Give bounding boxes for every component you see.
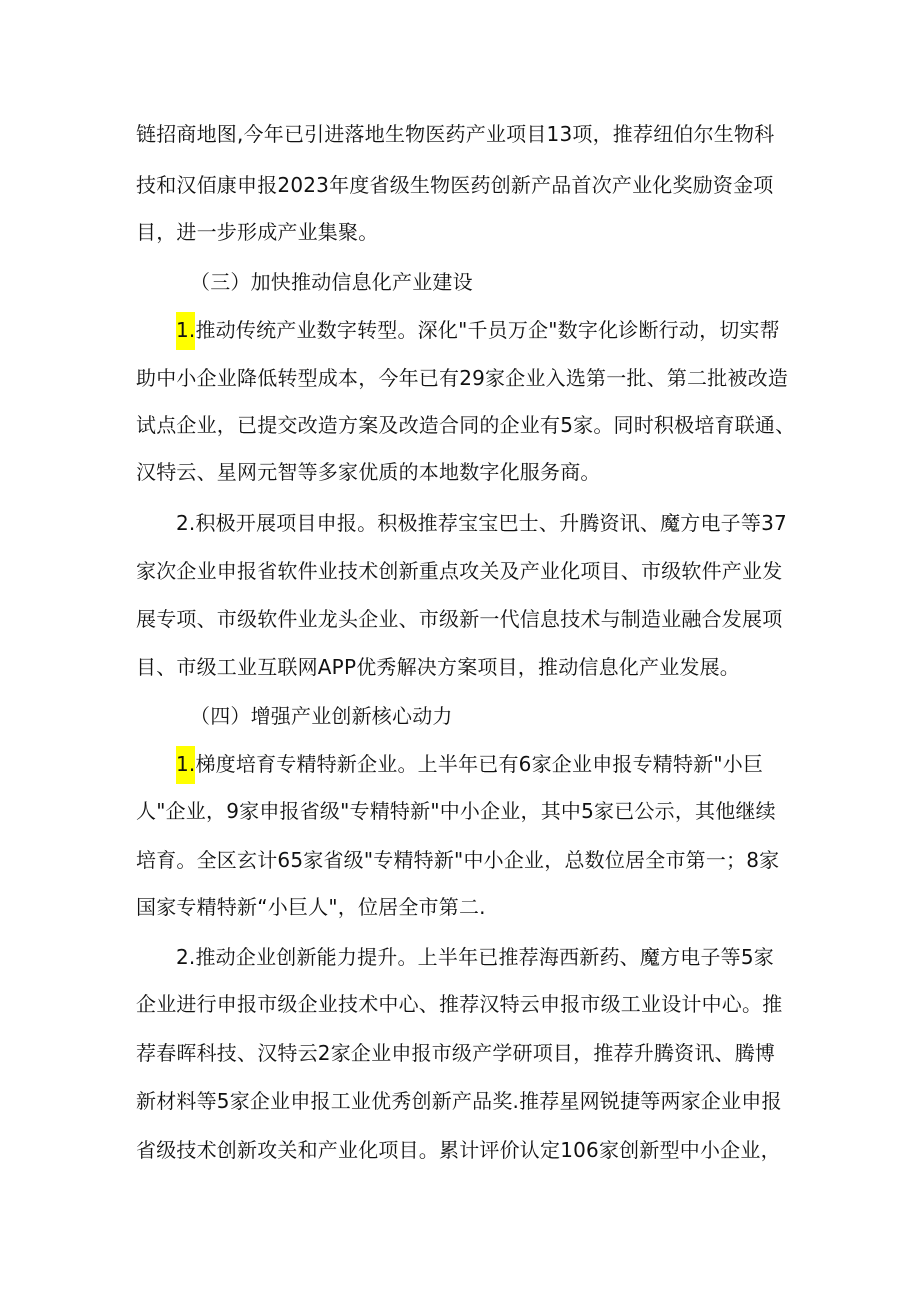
paragraph-line: 家次企业申报省软件业技术创新重点攻关及产业化项目、市级软件产业发 <box>136 559 783 583</box>
paragraph-line: 企业进行申报市级企业技术中心、推荐汉特云申报市级工业设计中心。推 <box>136 992 783 1016</box>
paragraph-line <box>176 316 780 350</box>
paragraph-line: 国家专精特新“小巨人"，位居全市第二. <box>136 895 486 919</box>
paragraph-line: 链招商地图,今年已引进落地生物医药产业项目13项，推荐纽伯尔生物科 <box>136 122 775 146</box>
section-heading-4: （四）增强产业创新核心动力 <box>190 704 453 728</box>
paragraph-line: 荐春晖科技、汉特云2家企业申报市级产学研项目，推荐升腾资讯、腾博 <box>136 1041 776 1065</box>
paragraph-line <box>176 750 763 784</box>
paragraph-line: 省级技术创新攻关和产业化项目。累计评价认定106家创新型中小企业， <box>136 1138 781 1162</box>
paragraph-line: 新材料等5家企业申报工业优秀创新产品奖.推荐星网锐捷等两家企业申报 <box>136 1089 782 1113</box>
paragraph-line: 2.积极开展项目申报。积极推荐宝宝巴士、升腾资讯、魔方电子等37 <box>176 511 787 535</box>
section-heading-3: （三）加快推动信息化产业建设 <box>190 270 473 294</box>
paragraph-line: 目，进一步形成产业集聚。 <box>136 220 379 244</box>
paragraph-line: 技和汉佰康申报2023年度省级生物医药创新产品首次产业化奖励资金项 <box>136 173 774 197</box>
paragraph-line: 培育。全区玄计65家省级"专精特新"中小企业，总数位居全市第一；8家 <box>136 848 780 872</box>
paragraph-line: 2.推动企业创新能力提升。上半年已推荐海西新药、魔方电子等5家 <box>176 945 775 969</box>
paragraph-line: 人"企业，9家申报省级"专精特新"中小企业，其中5家已公示，其他继续 <box>136 799 776 823</box>
paragraph-text: 梯度培育专精特新企业。上半年已有6家企业申报专精特新"小巨 <box>195 752 764 776</box>
paragraph-line: 试点企业，已提交改造方案及改造合同的企业有5家。同时积极培育联通、 <box>136 413 796 437</box>
highlighted-list-marker: 1. <box>176 746 195 784</box>
paragraph-line: 展专项、市级软件业龙头企业、市级新一代信息技术与制造业融合发展项 <box>136 607 783 631</box>
highlighted-list-marker: 1. <box>176 312 195 350</box>
paragraph-text: 推动传统产业数字转型。深化"千员万企"数字化诊断行动，切实帮 <box>195 318 780 342</box>
paragraph-line: 汉特云、星网元智等多家优质的本地数字化服务商。 <box>136 460 601 484</box>
paragraph-line: 助中小企业降低转型成本，今年已有29家企业入选第一批、第二批被改造 <box>136 366 789 390</box>
paragraph-line: 目、市级工业互联网APP优秀解决方案项目，推动信息化产业发展。 <box>136 655 741 679</box>
